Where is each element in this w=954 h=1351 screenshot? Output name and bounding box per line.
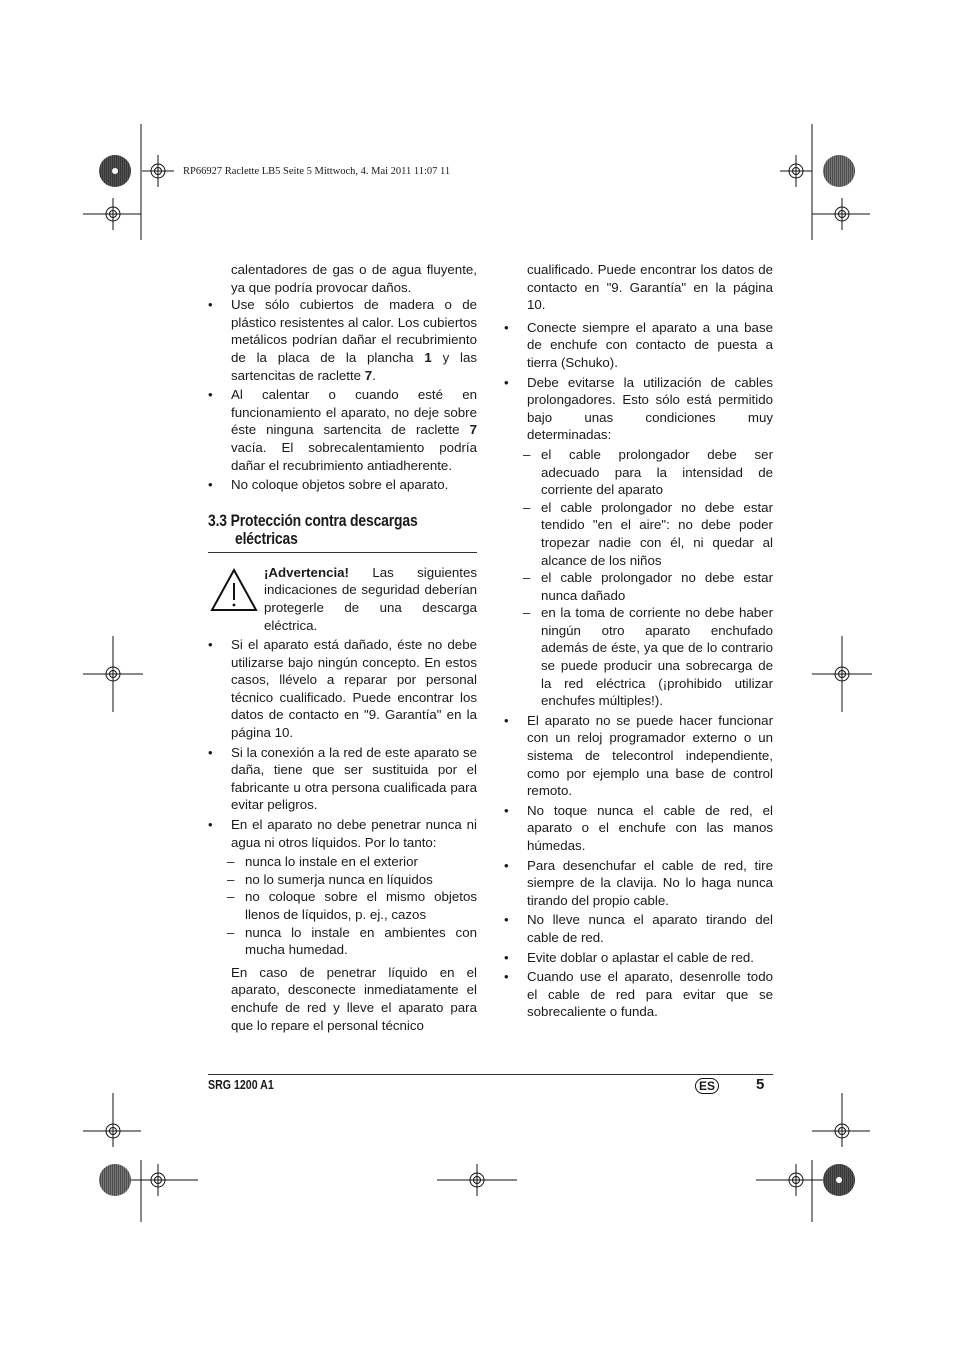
dash-item: – no coloque sobre el mismo objetos llenos de líquidos, p. ej., cazos	[227, 889, 477, 922]
list-item: • Cuando use el aparato, desenrolle todo el cable de red para evitar que se sobrecaliente o funda.	[504, 969, 773, 1020]
list-item: • Para desenchufar el cable de red, tire siempre de la clavija. No lo haga nunca tirando del propio cable.	[504, 857, 773, 908]
bullet: •	[208, 477, 213, 493]
list-item: • Evite doblar o aplastar el cable de red.	[504, 949, 754, 965]
dash-item: – nunca lo instale en el exterior	[227, 854, 418, 870]
dash-item: – en la toma de corriente no debe haber ningún otro aparato enchufado además de éste, ya que de lo contrario se puede producir una sobrecarga de la red eléctrica (¡prohibido utilizar enchufes múltiples!).	[523, 605, 773, 709]
list-item: • No lleve nunca el aparato tirando del cable de red.	[504, 912, 773, 945]
bullet: •	[208, 817, 213, 833]
right-column	[504, 261, 773, 1023]
paragraph: En caso de penetrar líquido en el aparato, desconecte inmediatamente el enchufe de red y lleve el aparato para que lo repare el personal técnico	[231, 964, 477, 1033]
print-header-line: RP66927 Raclette LB5 Seite 5 Mittwoch, 4. Mai 2011 11:07 11	[183, 166, 451, 177]
language-badge: ES	[695, 1078, 719, 1094]
bullet: •	[504, 319, 509, 335]
bullet: •	[504, 802, 509, 818]
bullet: •	[208, 637, 213, 653]
list-item: • Si el aparato está dañado, éste no debe utilizarse bajo ningún concepto. En estos casos, llévelo a reparar por personal técnico cualificado. Puede encontrar los datos de contacto en "9. Garantía" en la página 10.	[208, 637, 477, 741]
bullet: •	[504, 857, 509, 873]
warning-triangle-icon	[210, 568, 258, 612]
list-item: • Debe evitarse la utilización de cables prolongadores. Esto sólo está permitido bajo unas condiciones muy determinadas:	[504, 374, 773, 443]
page-number: 5	[756, 1076, 765, 1093]
continued-paragraph: cualificado. Puede encontrar los datos de contacto en "9. Garantía" en la página 10.	[527, 262, 773, 313]
dash-item: – nunca lo instale en ambientes con mucha humedad.	[227, 924, 477, 958]
list-item: • Si la conexión a la red de este aparato se daña, tiene que ser sustituida por el fabricante u otra persona cualificada para evitar peligros.	[208, 744, 477, 813]
bullet: •	[504, 712, 509, 728]
section-heading	[208, 512, 477, 548]
bullet: •	[208, 744, 213, 760]
section-title-line1: Protección contra descargas	[230, 510, 418, 530]
list-item: • Conecte siempre el aparato a una base de enchufe con contacto de puesta a tierra (Schuko).	[504, 319, 773, 370]
bullet: •	[504, 912, 509, 928]
section-title-line2: eléctricas	[235, 528, 298, 548]
left-column	[208, 261, 477, 1034]
bullet: •	[504, 374, 509, 390]
list-item: • No toque nunca el cable de red, el aparato o el enchufe con las manos húmedas.	[504, 802, 773, 853]
footer-model: SRG 1200 A1	[208, 1078, 274, 1092]
section-number: 3.3	[208, 510, 227, 530]
bullet: •	[504, 969, 509, 985]
dash-item: – el cable prolongador no debe estar tendido "en el aire": no debe poder tropezar nadie con él, ni quedar al alcance de los niños	[523, 499, 773, 568]
list-item: • El aparato no se puede hacer funcionar con un reloj programador externo o un sistema de telecontrol independiente, como por ejemplo una base de control remoto.	[504, 712, 773, 799]
bullet: •	[208, 297, 213, 313]
list-item: • En el aparato no debe penetrar nunca ni agua ni otros líquidos. Por lo tanto:	[208, 817, 477, 850]
warning-block	[208, 564, 477, 634]
list-item: • Al calentar o cuando esté en funcionamiento el aparato, no deje sobre éste ninguna sartencita de raclette 7 vacía. El sobrecalentamiento podría dañar el recubrimiento antiadherente.	[208, 387, 477, 473]
section-rule	[208, 552, 477, 553]
dash-item: – el cable prolongador debe ser adecuado para la intensidad de corriente del aparato	[523, 446, 773, 498]
list-item: • No coloque objetos sobre el aparato.	[208, 477, 449, 493]
dash-item: – el cable prolongador no debe estar nunca dañado	[523, 570, 773, 603]
continued-paragraph: calentadores de gas o de agua fluyente, ya que podría provocar daños.	[231, 262, 477, 295]
dash-item: – no lo sumerja nunca en líquidos	[227, 871, 433, 887]
bullet: •	[504, 949, 509, 965]
warning-label: ¡Advertencia!	[264, 564, 349, 580]
footer-rule	[208, 1074, 773, 1075]
warning-text: ¡Advertencia! Las siguientes indicaciones de seguridad deberían protegerle de una descarga eléctrica.	[264, 564, 477, 633]
bullet: •	[208, 387, 213, 403]
list-item: • Use sólo cubiertos de madera o de plástico resistentes al calor. Los cubiertos metálicos podrían dañar el recubrimiento de la placa de la plancha 1 y las sartencitas de raclette 7.	[208, 297, 477, 383]
